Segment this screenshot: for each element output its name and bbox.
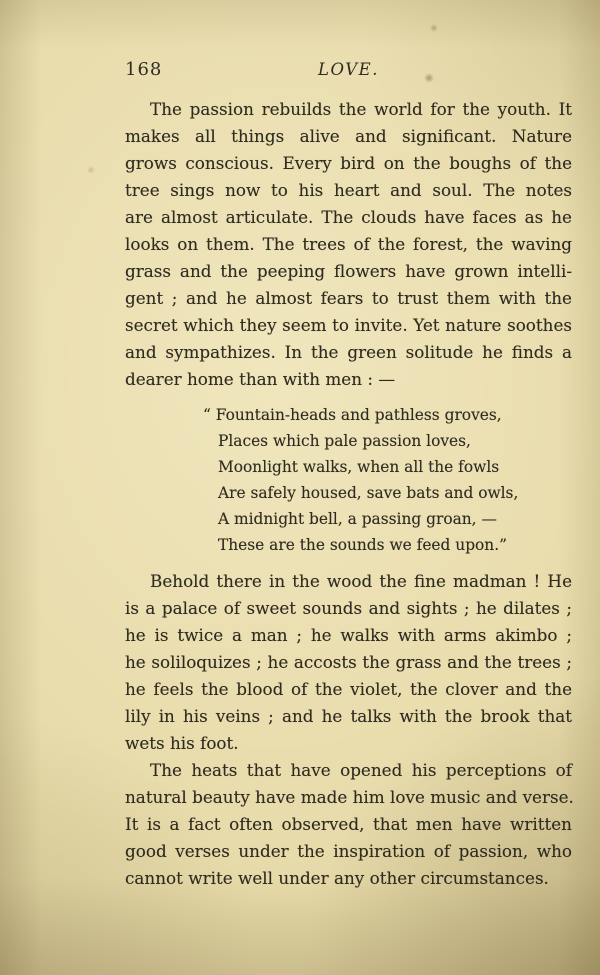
page-header xyxy=(125,59,572,85)
text-line: he soliloquizes ; he accosts the grass and the trees ; xyxy=(125,652,572,672)
text-line: dearer home than with men : — xyxy=(125,369,396,389)
text-line: “ Fountain-heads and pathless groves, xyxy=(203,406,502,424)
prose-paragraph xyxy=(125,568,572,757)
text-line: grows conscious. Every bird on the boughs of the xyxy=(125,153,572,173)
text-line: he feels the blood of the violet, the clover and the xyxy=(125,679,572,699)
text-line: Moonlight walks, when all the fowls xyxy=(218,458,500,476)
text-line: gent ; and he almost fears to trust them with the xyxy=(125,288,572,308)
text-line: Places which pale passion loves, xyxy=(218,432,471,450)
text-line: looks on them. The trees of the forest, the waving xyxy=(125,234,572,254)
text-line: The heats that have opened his perceptions of xyxy=(150,760,572,780)
text-line: natural beauty have made him love music and verse. xyxy=(125,787,574,807)
text-line: and sympathizes. In the green solitude he finds a xyxy=(125,342,572,362)
text-line: are almost articulate. The clouds have faces as he xyxy=(125,207,572,227)
text-line: he is twice a man ; he walks with arms akimbo ; xyxy=(125,625,572,645)
page-number: 168 xyxy=(125,59,163,80)
prose-paragraph xyxy=(125,96,572,393)
text-line: Behold there in the wood the fine madman ! He xyxy=(150,571,572,591)
text-line: Are safely housed, save bats and owls, xyxy=(218,484,519,502)
running-title: LOVE. xyxy=(318,60,379,79)
text-block xyxy=(125,96,572,892)
verse-quote-block xyxy=(203,402,572,558)
text-line: makes all things alive and significant. Nature xyxy=(125,126,572,146)
prose-paragraph xyxy=(125,757,572,892)
text-line: The passion rebuilds the world for the youth. It xyxy=(150,99,572,119)
text-line: wets his foot. xyxy=(125,733,239,753)
text-line: lily in his veins ; and he talks with the brook that xyxy=(125,706,572,726)
text-line: These are the sounds we feed upon.” xyxy=(218,536,507,554)
text-line: good verses under the inspiration of passion, who xyxy=(125,841,572,861)
text-line: is a palace of sweet sounds and sights ; he dilates ; xyxy=(125,598,572,618)
text-line: secret which they seem to invite. Yet nature soothes xyxy=(125,315,572,335)
text-line: tree sings now to his heart and soul. The notes xyxy=(125,180,572,200)
text-line: cannot write well under any other circumstances. xyxy=(125,868,549,888)
text-line: A midnight bell, a passing groan, — xyxy=(218,510,497,528)
text-line: It is a fact often observed, that men have written xyxy=(125,814,572,834)
text-line: grass and the peeping flowers have grown intelli- xyxy=(125,261,572,281)
